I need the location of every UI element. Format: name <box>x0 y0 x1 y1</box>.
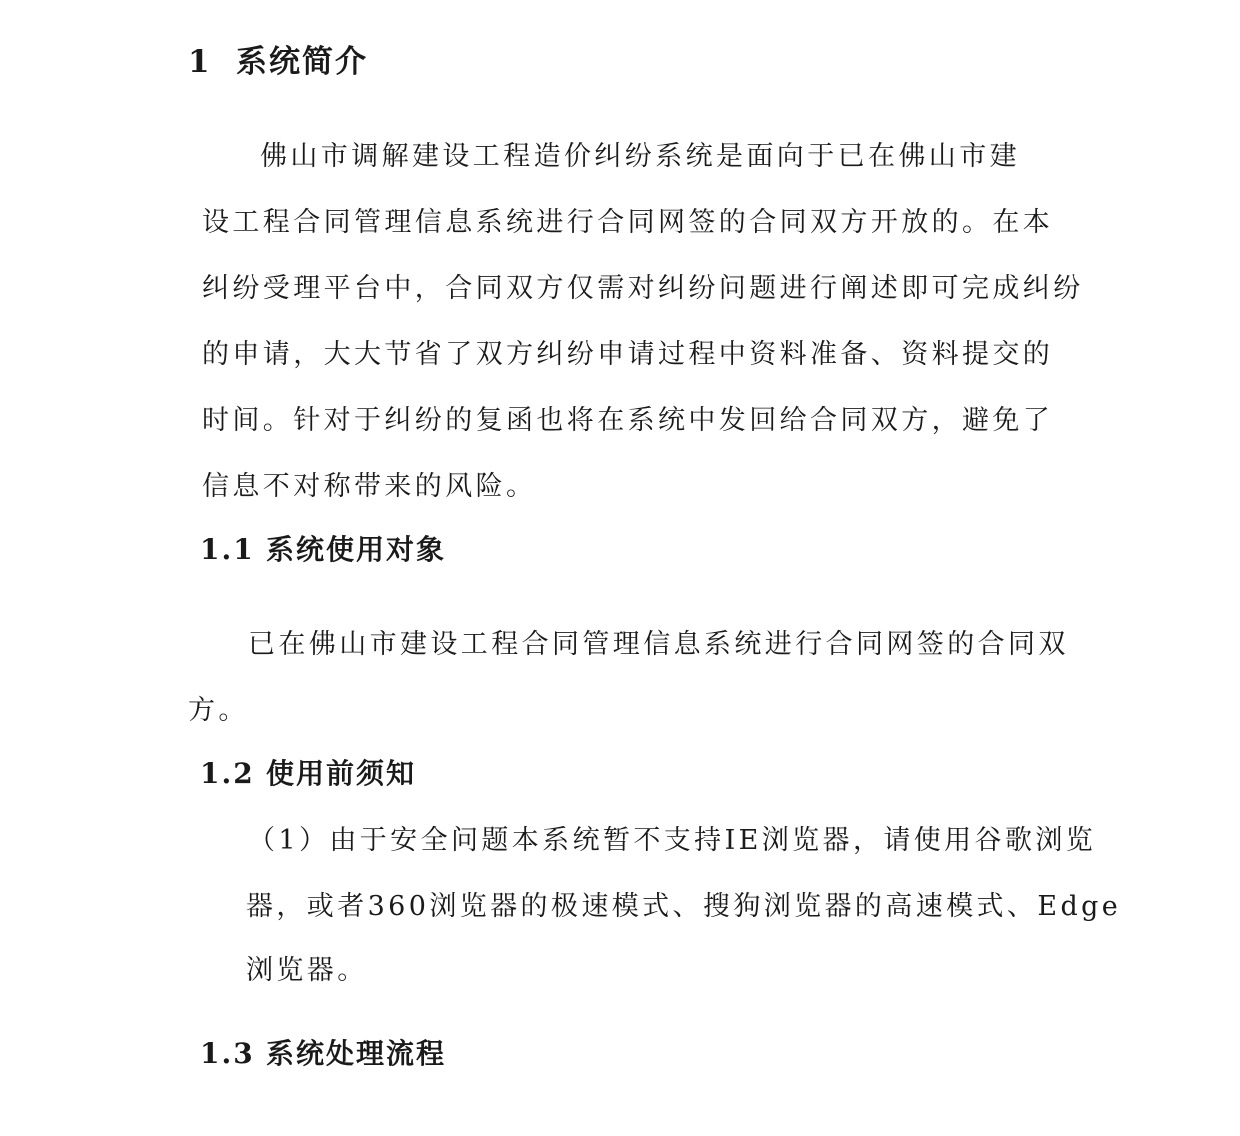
section-1-1-heading <box>200 528 446 568</box>
section-1-2-line-1: （1）由于安全问题本系统暂不支持IE浏览器，请使用谷歌浏览 <box>248 825 1097 856</box>
section-1-1-title: 系统使用对象 <box>266 533 447 566</box>
section-1-line-3: 纠纷受理平台中，合同双方仅需对纠纷问题进行阐述即可完成纠纷 <box>202 273 1084 304</box>
section-1-3-title: 系统处理流程 <box>266 1037 447 1070</box>
section-1-title: 系统简介 <box>236 44 368 80</box>
section-1-1-number: 1.1 <box>200 533 255 566</box>
section-1-line-2: 设工程合同管理信息系统进行合同网签的合同双方开放的。在本 <box>202 207 1054 238</box>
section-1-1-line-2: 方。 <box>188 695 249 726</box>
section-1-3-number: 1.3 <box>200 1037 255 1070</box>
section-1-line-1: 佛山市调解建设工程造价纠纷系统是面向于已在佛山市建 <box>260 141 1020 172</box>
section-1-line-6: 信息不对称带来的风险。 <box>202 471 537 502</box>
section-1-number: 1 <box>188 44 212 80</box>
section-1-heading <box>188 36 368 81</box>
section-1-2-number: 1.2 <box>200 757 255 790</box>
section-1-2-line-3: 浏览器。 <box>246 955 368 986</box>
section-1-line-4: 的申请，大大节省了双方纠纷申请过程中资料准备、资料提交的 <box>202 339 1054 370</box>
section-1-3-heading <box>200 1032 446 1072</box>
section-1-2-title: 使用前须知 <box>266 757 417 790</box>
section-1-2-line-2: 器，或者360浏览器的极速模式、搜狗浏览器的高速模式、Edge <box>246 891 1122 922</box>
section-1-2-heading <box>200 752 416 792</box>
section-1-1-line-1: 已在佛山市建设工程合同管理信息系统进行合同网签的合同双 <box>248 629 1069 660</box>
section-1-line-5: 时间。针对于纠纷的复函也将在系统中发回给合同双方，避免了 <box>202 405 1054 436</box>
